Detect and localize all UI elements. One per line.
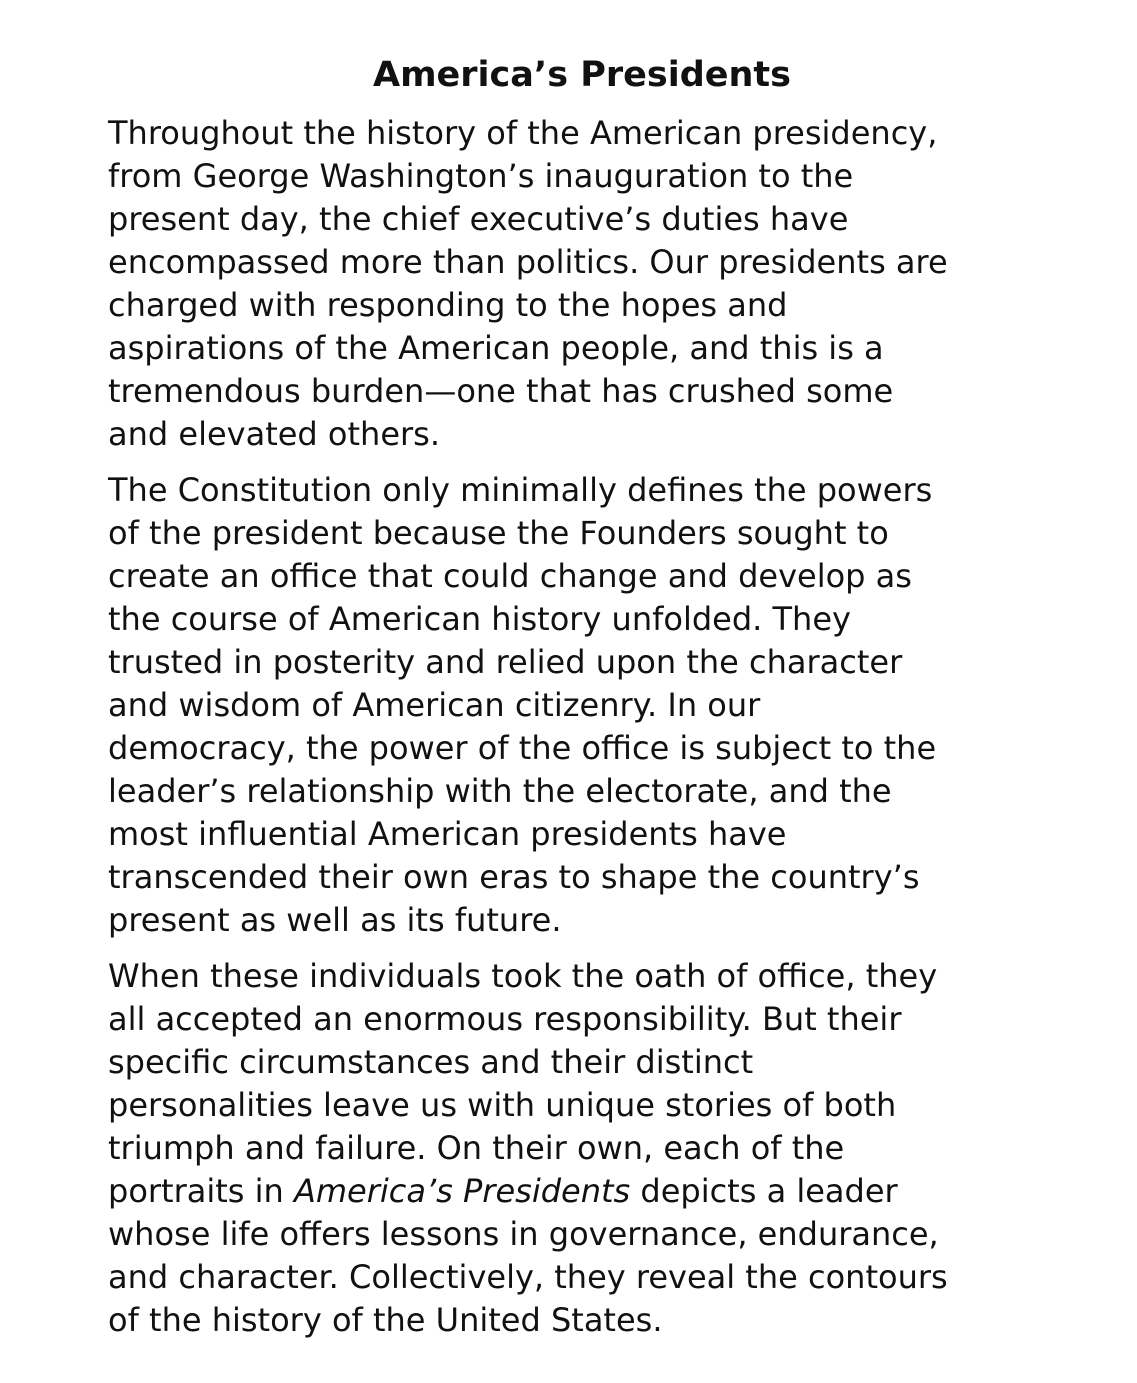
text-segment: depicts a leader (630, 1172, 898, 1210)
paragraph-line: The Constitution only minimally defines the powers (108, 471, 933, 509)
paragraph-line: and character. Collectively, they reveal the contours (108, 1258, 948, 1296)
paragraph-line: transcended their own eras to shape the country’s (108, 858, 920, 896)
paragraph-line-with-italic (108, 1170, 1108, 1213)
paragraph-line: personalities leave us with unique stories of both (108, 1086, 897, 1124)
paragraph-line: present day, the chief executive’s duties have (108, 200, 849, 238)
paragraph-line: leader’s relationship with the electorate, and the (108, 772, 892, 810)
paragraph-line: Throughout the history of the American presidency, (108, 114, 938, 152)
paragraph-line: and elevated others. (108, 415, 440, 453)
paragraph-line: trusted in posterity and relied upon the character (108, 643, 903, 681)
paragraph-2 (108, 469, 1108, 942)
paragraph-line: most influential American presidents have (108, 815, 787, 853)
paragraph-line: triumph and failure. On their own, each of the (108, 1129, 845, 1167)
paragraph-1 (108, 112, 1108, 456)
paragraph-line: of the history of the United States. (108, 1301, 663, 1339)
paragraph-line: encompassed more than politics. Our presidents are (108, 243, 948, 281)
paragraph-line: democracy, the power of the office is subject to the (108, 729, 937, 767)
paragraph-line: present as well as its future. (108, 901, 562, 939)
document-title: America’s Presidents (373, 55, 791, 95)
paragraph-line: create an office that could change and develop as (108, 557, 912, 595)
book-title-italic: America’s Presidents (293, 1172, 631, 1210)
paragraph-line: and wisdom of American citizenry. In our (108, 686, 761, 724)
paragraph-line: charged with responding to the hopes and (108, 286, 788, 324)
paragraph-line: When these individuals took the oath of office, they (108, 957, 938, 995)
paragraph-line: all accepted an enormous responsibility. But their (108, 1000, 902, 1038)
paragraph-line: of the president because the Founders sought to (108, 514, 889, 552)
paragraph-line: the course of American history unfolded. They (108, 600, 851, 638)
paragraph-line: from George Washington’s inauguration to the (108, 157, 854, 195)
paragraph-3 (108, 955, 1108, 1342)
paragraph-line: aspirations of the American people, and this is a (108, 329, 884, 367)
paragraph-line: specific circumstances and their distinct (108, 1043, 754, 1081)
paragraph-line: whose life offers lessons in governance, endurance, (108, 1215, 939, 1253)
document-page (108, 50, 1108, 1355)
text-segment: portraits in (108, 1172, 294, 1210)
paragraph-line: tremendous burden—one that has crushed some (108, 372, 894, 410)
